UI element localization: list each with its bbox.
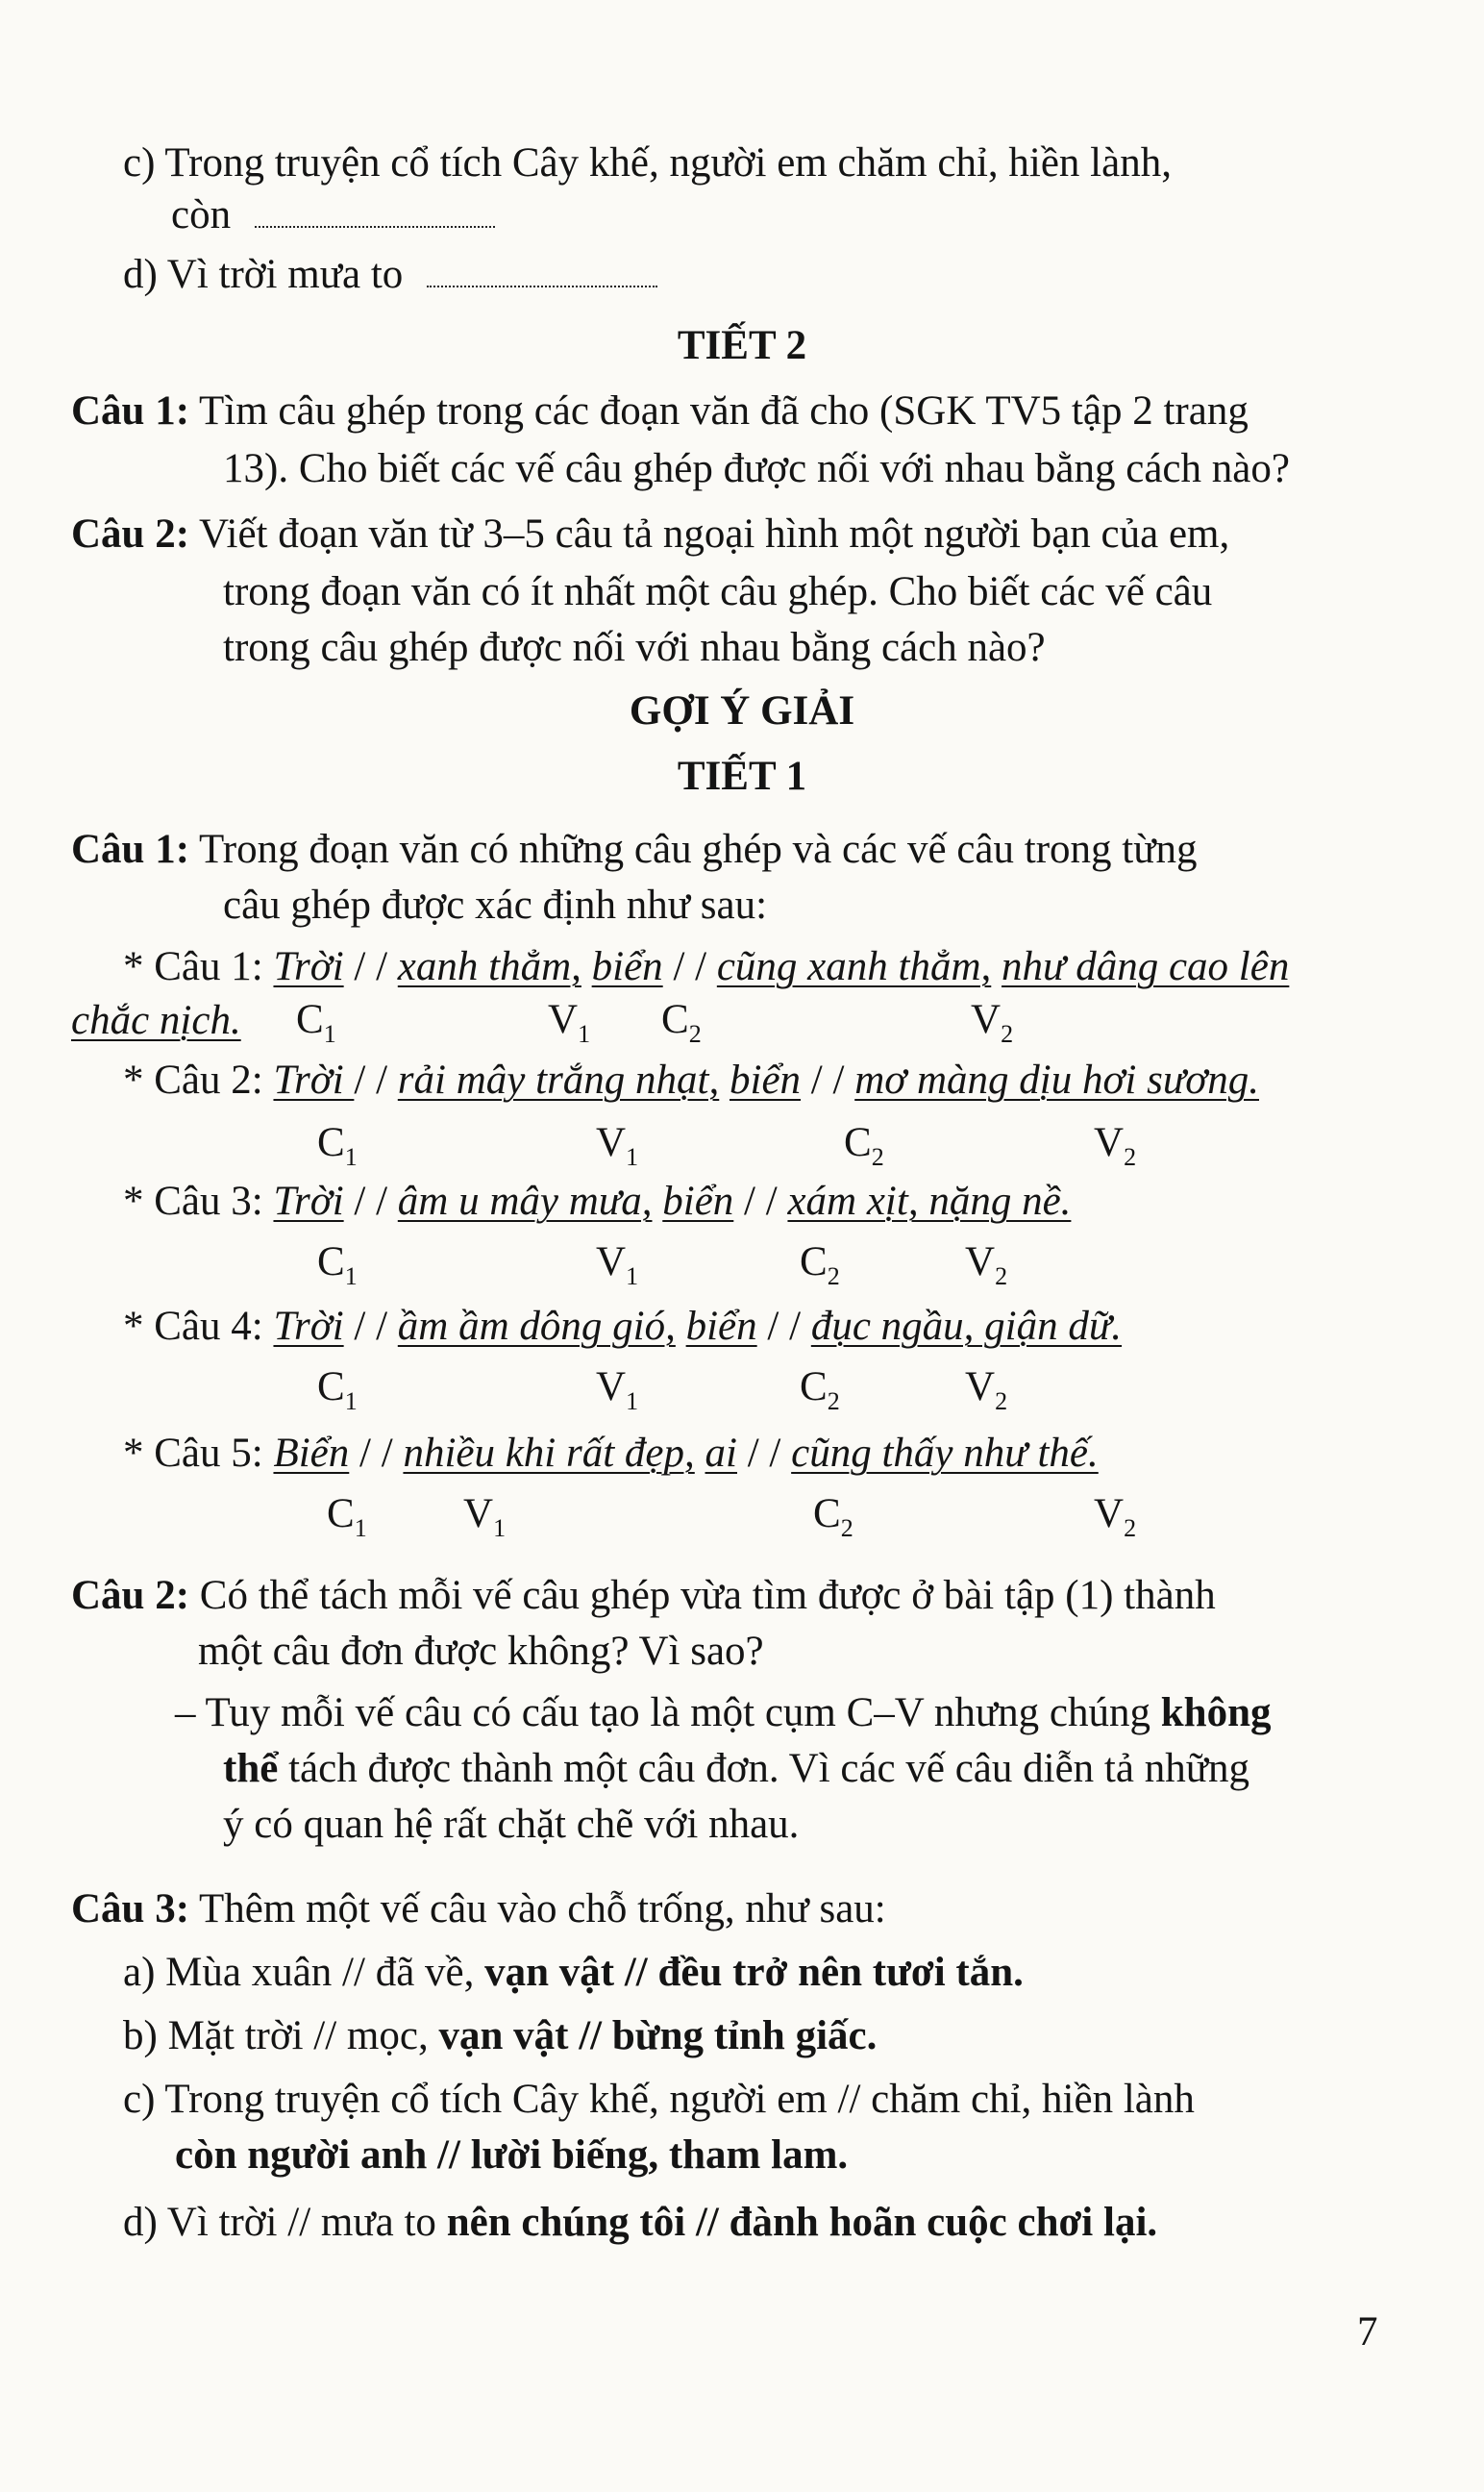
goiy-cau3-b: b) Mặt trời // mọc, vạn vật // bừng tỉnh giấc. <box>123 2013 878 2058</box>
label-c2: $C_2$ <box>813 1491 853 1542</box>
label-v2: $V_2$ <box>965 1239 1008 1290</box>
label-v2: $V_2$ <box>1094 1491 1137 1542</box>
heading-goi-y-giai: GỢI Ý GIẢI <box>629 688 855 734</box>
label-v1: $V_1$ <box>596 1120 639 1171</box>
sentence-4: * Câu 4: Trời / / ầm ầm dông gió, biển / / đục ngầu, giận dữ. <box>123 1304 1123 1349</box>
goiy-cau3-line1: Câu 3: Thêm một vế câu vào chỗ trống, như sau: <box>71 1886 886 1931</box>
label-v2: $V_2$ <box>965 1364 1008 1415</box>
tiet2-cau2-line2: trong đoạn văn có ít nhất một câu ghép. Cho biết các vế câu <box>223 569 1213 614</box>
top-c-line2: còn <box>171 188 495 242</box>
goiy-cau2-answer-line1: – Tuy mỗi vế câu có cấu tạo là một cụm C–V nhưng chúng không <box>175 1690 1272 1735</box>
label-c1: $C_1$ <box>317 1120 358 1171</box>
label-v1: $V_1$ <box>596 1239 639 1290</box>
label-c1: $C_1$ <box>327 1491 367 1542</box>
sentence-2: * Câu 2: Trời / / rải mây trắng nhạt, biển / / mơ màng dịu hơi sương. <box>123 1058 1259 1103</box>
goiy-cau1-line2: câu ghép được xác định như sau: <box>223 883 768 928</box>
label-v1: $V_1$ <box>548 997 591 1048</box>
goiy-cau2-answer-line3: ý có quan hệ rất chặt chẽ với nhau. <box>223 1802 800 1847</box>
label-c1: $C_1$ <box>317 1364 358 1415</box>
tiet2-cau2-line3: trong câu ghép được nối với nhau bằng cách nào? <box>223 625 1046 670</box>
tiet2-cau1-line1: Câu 1: Tìm câu ghép trong các đoạn văn đã cho (SGK TV5 tập 2 trang <box>71 388 1249 434</box>
label-v1: $V_1$ <box>596 1364 639 1415</box>
goiy-cau3-c-line2: còn người anh // lười biếng, tham lam. <box>175 2132 849 2178</box>
sentence-5: * Câu 5: Biển / / nhiều khi rất đẹp, ai / / cũng thấy như thế. <box>123 1431 1099 1476</box>
goiy-cau2-answer-line2: thể tách được thành một câu đơn. Vì các vế câu diễn tả những <box>223 1746 1250 1791</box>
blank-dots <box>427 266 657 287</box>
label-c1: $C_1$ <box>296 997 336 1048</box>
goiy-cau1-line1: Câu 1: Trong đoạn văn có những câu ghép và các vế câu trong từng <box>71 827 1198 872</box>
label-v2: $V_2$ <box>971 997 1014 1048</box>
goiy-cau3-a: a) Mùa xuân // đã về, vạn vật // đều trở nên tươi tắn. <box>123 1950 1024 1995</box>
goiy-cau3-d: d) Vì trời // mưa to nên chúng tôi // đành hoãn cuộc chơi lại. <box>123 2200 1158 2245</box>
sentence-1-cont: chắc nịch. <box>71 998 241 1043</box>
label-v1: $V_1$ <box>463 1491 507 1542</box>
label-c2: $C_2$ <box>800 1239 840 1290</box>
top-c-line1: c) Trong truyện cổ tích Cây khế, người em chăm chỉ, hiền lành, <box>123 140 1172 186</box>
tiet2-cau2-line1: Câu 2: Viết đoạn văn từ 3–5 câu tả ngoại hình một người bạn của em, <box>71 511 1230 557</box>
blank-dots <box>255 207 495 228</box>
label-c2: $C_2$ <box>800 1364 840 1415</box>
sentence-3: * Câu 3: Trời / / âm u mây mưa, biển / / xám xịt, nặng nề. <box>123 1179 1072 1224</box>
goiy-cau2-line1: Câu 2: Có thể tách mỗi vế câu ghép vừa tìm được ở bài tập (1) thành <box>71 1573 1216 1618</box>
label-v2: $V_2$ <box>1094 1120 1137 1171</box>
goiy-cau2-line2: một câu đơn được không? Vì sao? <box>198 1629 764 1674</box>
label-c2: $C_2$ <box>661 997 702 1048</box>
heading-tiet-1: TIẾT 1 <box>677 754 807 799</box>
top-d-line: d) Vì trời mưa to <box>123 248 657 302</box>
heading-tiet-2: TIẾT 2 <box>677 323 807 368</box>
page-number: 7 <box>1357 2309 1378 2355</box>
label-c1: $C_1$ <box>317 1239 358 1290</box>
label-c2: $C_2$ <box>844 1120 884 1171</box>
sentence-1: * Câu 1: Trời / / xanh thẳm, biển / / cũng xanh thẳm, như dâng cao lên <box>123 944 1290 989</box>
tiet2-cau1-line2: 13). Cho biết các vế câu ghép được nối với nhau bằng cách nào? <box>223 446 1290 491</box>
goiy-cau3-c-line1: c) Trong truyện cổ tích Cây khế, người em // chăm chỉ, hiền lành <box>123 2077 1195 2122</box>
